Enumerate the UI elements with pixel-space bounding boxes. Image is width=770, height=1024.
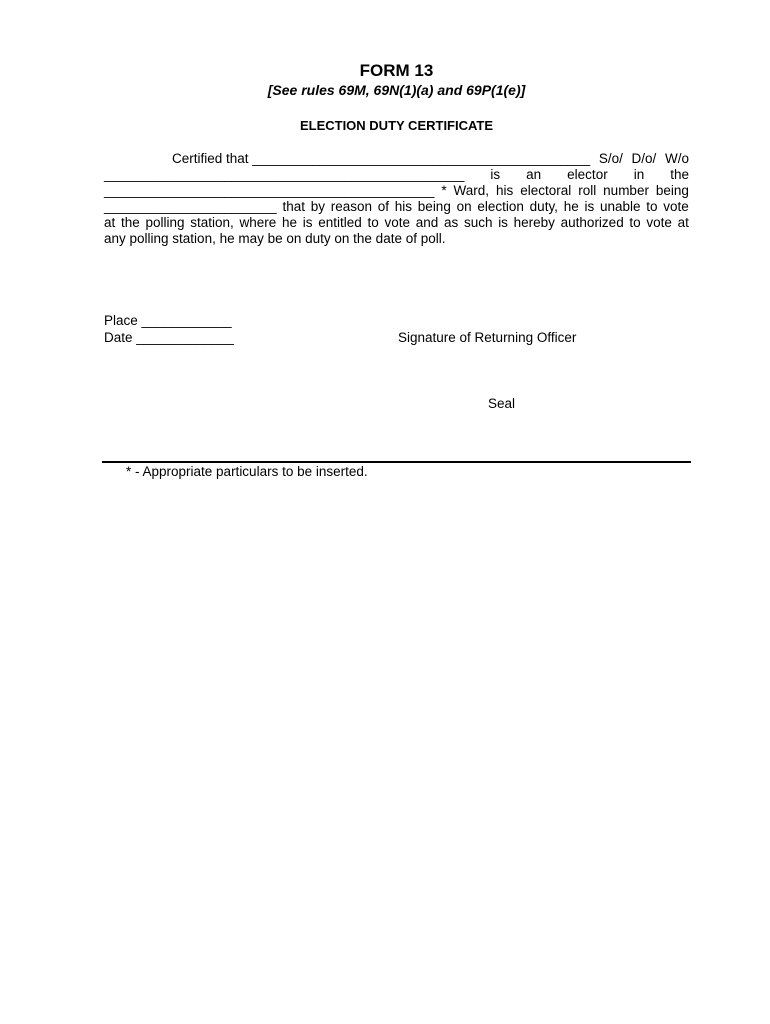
- body-word: is: [490, 167, 501, 182]
- body-word: by: [310, 199, 325, 214]
- body-word: roll: [578, 183, 597, 198]
- body-word: entitled: [318, 215, 362, 230]
- body-word: duty,: [529, 199, 558, 214]
- body-word: is: [302, 215, 313, 230]
- body-word: is: [584, 199, 595, 214]
- body-word: to: [367, 215, 379, 230]
- body-word: that: [282, 199, 305, 214]
- body-word: _______________________: [104, 199, 277, 214]
- body-word: electoral: [520, 183, 572, 198]
- body-word: S/o/: [598, 151, 623, 166]
- body-line-3: [104, 183, 689, 199]
- footnote: * - Appropriate particulars to be inserted.: [126, 464, 368, 479]
- body-line-2: [104, 167, 689, 183]
- body-word: as: [443, 215, 459, 230]
- body-line-4: [104, 199, 689, 215]
- body-word: where: [239, 215, 277, 230]
- body-line-6: [104, 231, 689, 247]
- body-word: Ward,: [453, 183, 490, 198]
- body-word: Certified that _____________________________________________: [172, 151, 591, 166]
- body-word: polling: [145, 215, 185, 230]
- body-word: W/o: [664, 151, 689, 166]
- footnote-divider: [102, 461, 691, 463]
- body-word: hereby: [513, 215, 555, 230]
- form-subtitle: [See rules 69M, 69N(1)(a) and 69P(1(e)]: [267, 82, 526, 98]
- body-line-1: [172, 151, 689, 167]
- body-word: an: [526, 167, 542, 182]
- body-word: and: [415, 215, 439, 230]
- body-word: unable: [599, 199, 641, 214]
- body-word: the: [120, 215, 140, 230]
- signature-label: Signature of Returning Officer: [398, 330, 577, 345]
- body-word: vote: [663, 199, 689, 214]
- body-word: he: [563, 199, 579, 214]
- body-word: his: [496, 183, 514, 198]
- body-word: vote: [646, 215, 672, 230]
- body-word: his: [394, 199, 413, 214]
- certificate-heading: ELECTION DUTY CERTIFICATE: [299, 118, 494, 133]
- body-word: election: [477, 199, 524, 214]
- body-word: *: [441, 183, 447, 198]
- body-word: D/o/: [631, 151, 657, 166]
- body-word: of: [377, 199, 390, 214]
- body-word: reason: [330, 199, 373, 214]
- body-word: station,: [190, 215, 234, 230]
- form-title: FORM 13: [359, 61, 434, 80]
- body-word: in: [633, 167, 645, 182]
- body-word: such: [463, 215, 493, 230]
- body-word: is: [498, 215, 508, 230]
- seal-label: Seal: [488, 396, 516, 411]
- body-line-5: [104, 215, 689, 231]
- body-word: at: [677, 215, 689, 230]
- body-word: being: [655, 183, 689, 198]
- body-word: any polling station, he may be on duty on the date of poll.: [104, 231, 446, 246]
- body-word: authorized: [560, 215, 624, 230]
- date-field: Date _____________: [104, 330, 234, 345]
- body-word: at: [104, 215, 116, 230]
- body-word: to: [646, 199, 658, 214]
- body-word: ____________________________________________: [104, 183, 435, 198]
- body-word: on: [456, 199, 472, 214]
- body-word: elector: [567, 167, 608, 182]
- body-word: the: [670, 167, 689, 182]
- body-word: to: [629, 215, 641, 230]
- body-word: he: [281, 215, 298, 230]
- body-word: ________________________________________________: [104, 167, 465, 182]
- place-field: Place ____________: [104, 313, 232, 328]
- body-word: vote: [384, 215, 410, 230]
- body-word: number: [603, 183, 649, 198]
- body-word: being: [417, 199, 451, 214]
